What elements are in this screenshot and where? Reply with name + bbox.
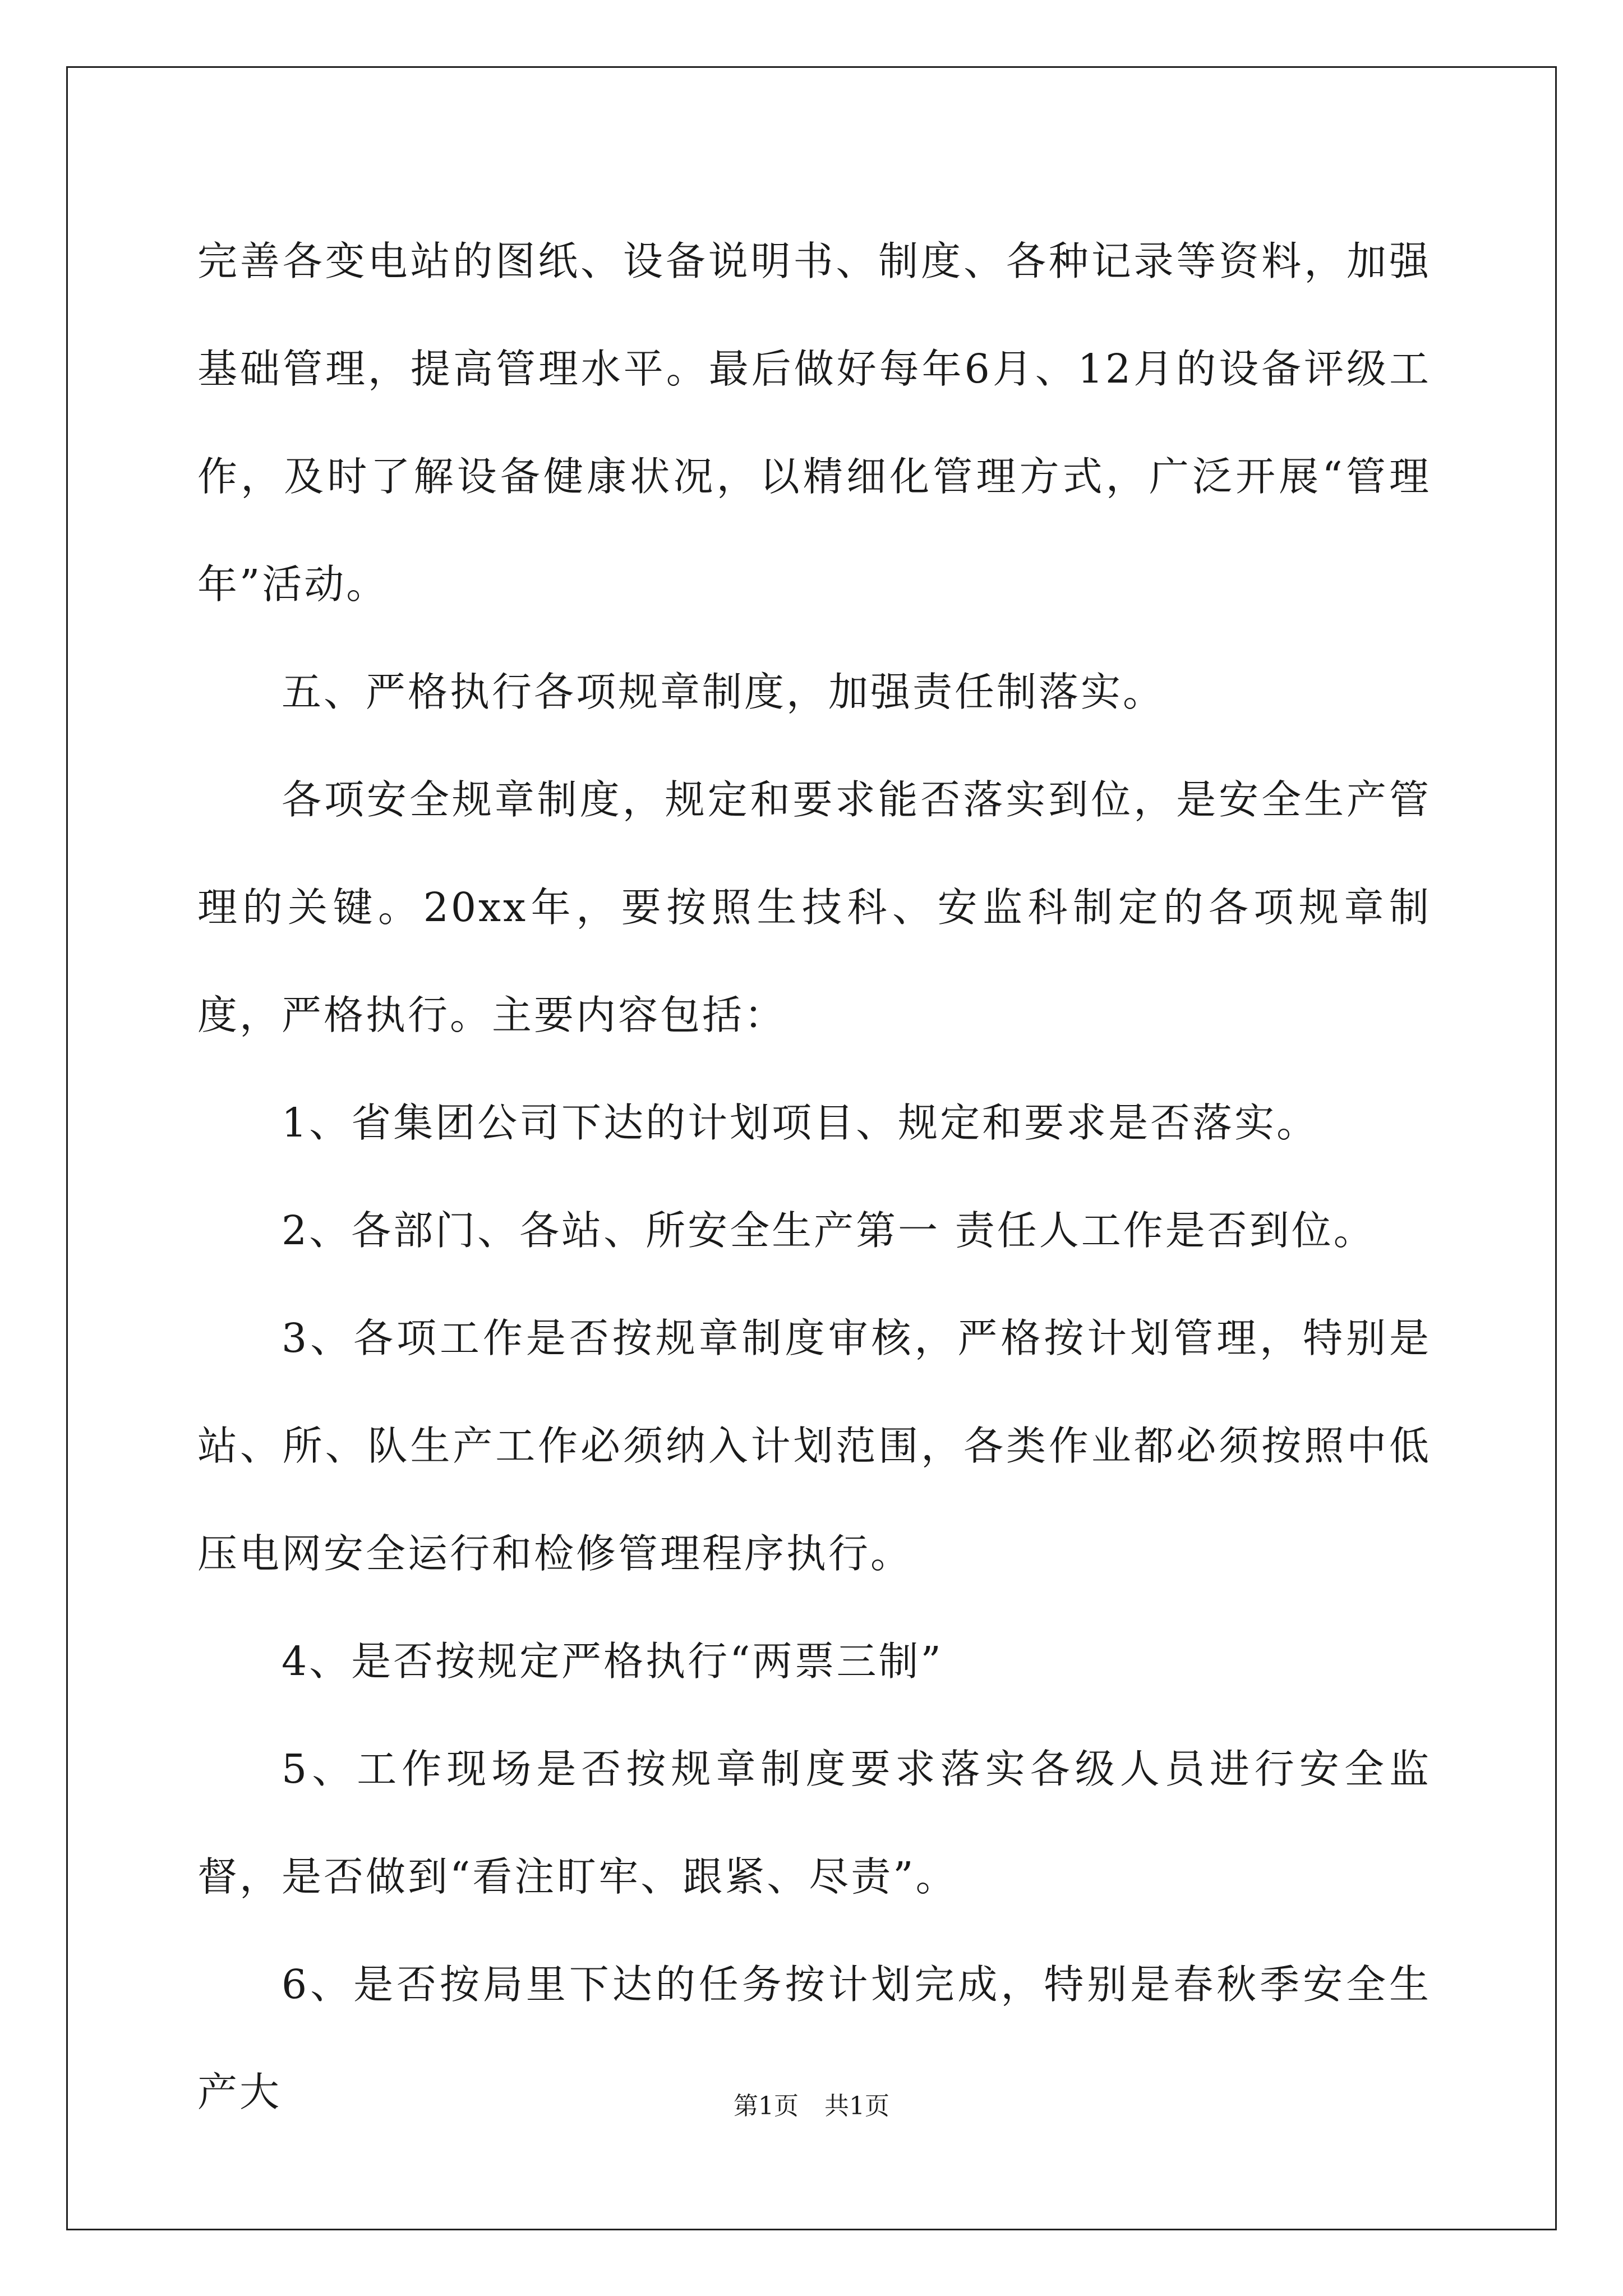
page-number-current: 第1页 — [734, 2092, 799, 2120]
list-item-5: 5、工作现场是否按规章制度要求落实各级人员进行安全监督，是否做到“看注盯牢、跟紧、尽责”。 — [197, 1746, 1431, 1900]
list-item-1: 1、省集团公司下达的计划项目、规定和要求是否落实。 — [282, 1099, 1319, 1146]
section-heading-5: 五、严格执行各项规章制度，加强责任制落实。 — [282, 669, 1165, 715]
list-item-3: 3、各项工作是否按规章制度审核，严格按计划管理，特别是站、所、队生产工作必须纳入计划范围，各类作业都必须按照中低压电网安全运行和检修管理程序执行。 — [197, 1315, 1431, 1577]
paragraph-2: 各项安全规章制度，规定和要求能否落实到位，是安全生产管理的关键。20xx年，要按照生技科、安监科制定的各项规章制度，严格执行。主要内容包括： — [197, 776, 1431, 1038]
page-number-total: 共1页 — [824, 2092, 889, 2120]
list-item-2: 2、各部门、各站、所安全生产第一 责任人工作是否到位。 — [282, 1207, 1376, 1254]
document-body — [197, 208, 1431, 2146]
list-item-4: 4、是否按规定严格执行“两票三制” — [282, 1638, 943, 1685]
list-item-6: 6、是否按局里下达的任务按计划完成，特别是春秋季安全生产大 — [197, 1961, 1431, 2115]
paragraph-1: 完善各变电站的图纸、设备说明书、制度、各种记录等资料，加强基础管理，提高管理水平。最后做好每年6月、12月的设备评级工作，及时了解设备健康状况，以精细化管理方式，广泛开展“管理年”活动。 — [197, 238, 1431, 608]
page-footer — [0, 2086, 1623, 2122]
